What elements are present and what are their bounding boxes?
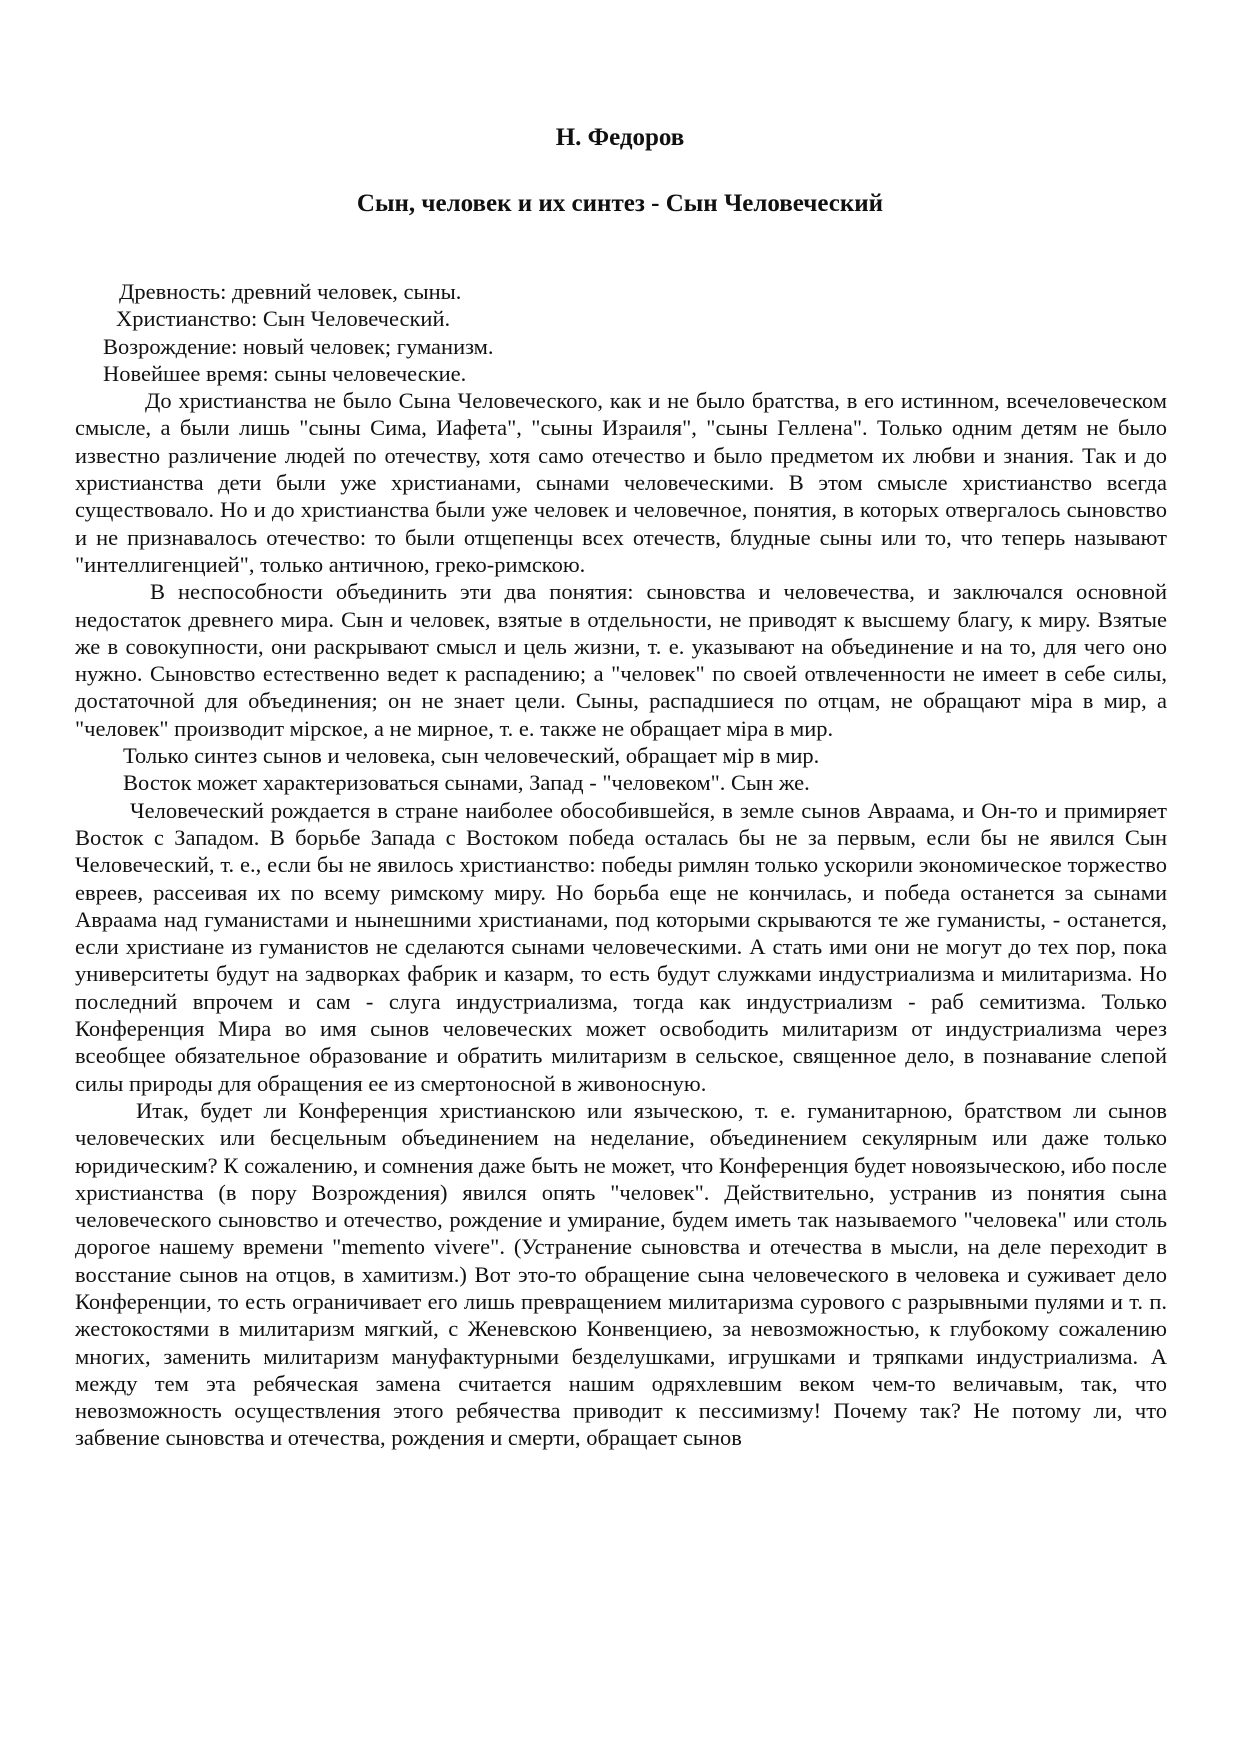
paragraph: До христианства не было Сына Человеческого, как и не было братства, в его истинном, всечеловеческом смысле, а были лишь "сыны Сима, Иафета", "сыны Израиля", "сыны Геллена". Только одним детям не было известно различение людей по отечеству, хотя само отечество и было предметом их любви и знания. Так и до христианства дети были уже христианами, сынами человеческими. В этом смысле христианство всегда существовало. Но и до христианства были уже человек и человечное, понятия, в которых отвергалось сыновство и не признавалось отечество: то были отщепенцы всех отечеств, блудные сыны или то, что теперь называют "интеллигенцией", только античною, греко-римскою. [75, 388, 1167, 577]
paragraph: Только синтез сынов и человека, сын человеческий, обращает мір в мир. [123, 743, 820, 769]
epoch-line: Христианство: Сын Человеческий. [116, 306, 451, 332]
document-title: Сын, человек и их синтез - Сын Человеческий [356, 190, 884, 217]
paragraph: В неспособности объединить эти два понятия: сыновства и человечества, и заключался основной недостаток древнего мира. Сын и человек, взятые в отдельности, не приводят к высшему благу, к миру. Взятые же в совокупности, они раскрывают смысл и цель жизни, т. е. указывают на объединение и на то, для чего оно нужно. Сыновство естественно ведет к распадению; а "человек" по своей отвлеченности не имеет в себе силы, достаточной для объединения; он не знает цели. Сыны, распадшиеся по отцам, не обращают міра в мир, а "человек" производит мірское, а не мирное, т. е. также не обращает міра в мир. [75, 579, 1167, 741]
paragraph: Итак, будет ли Конференция христианскою или языческою, т. е. гуманитарною, братством ли сынов человеческих или бесцельным объединением на неделание, объединением секулярным или даже только юридическим? К сожалению, и сомнения даже быть не может, что Конференция будет новоязыческою, ибо после христианства (в пору Возрождения) явился опять "человек". Действительно, устранив из понятия сына человеческого сыновство и отечество, рождение и умирание, будем иметь так называемого "человека" или столь дорогое нашему времени "memento vivere". (Устранение сыновства и отечества в мысли, на деле переходит в восстание сынов на отцов, в хамитизм.) Вот это-то обращение сына человеческого в человека и суживает дело Конференции, то есть ограничивает его лишь превращением милитаризма сурового с разрывными пулями и т. п. жестокостями в милитаризм мягкий, с Женевскою Конвенциею, за невозможностью, к глубокому сожалению многих, заменить милитаризм мануфактурными безделушками, игрушками и тряпками индустриализма. А между тем эта ребяческая замена считается нашим одряхлевшим веком чем-то величавым, так, что невозможность осуществления этого ребячества приводит к пессимизму! Почему так? Не потому ли, что забвение сыновства и отечества, рождения и смерти, обращает сынов [75, 1097, 1167, 1451]
epoch-line: Древность: древний человек, сыны. [119, 279, 462, 304]
paragraph: Человеческий рождается в стране наиболее обособившейся, в земле сынов Авраама, и Он-то и примиряет Восток с Западом. В борьбе Запада с Востоком победа осталась бы не за первым, если бы не явился Сын Человеческий, т. е., если бы не явилось христианство: победы римлян только ускорили экономическое торжество евреев, рассеивая их по всему римскому миру. Но борьба еще не кончилась, и победа останется за сынами Авраама над гуманистами и нынешними христианами, под которыми скрываются те же гуманисты, - останется, если христиане из гуманистов не сделаются сынами человеческими. А стать ими они не могут до тех пор, пока университеты будут на задворках фабрик и казарм, то есть будут служками индустриализма и милитаризма. Но последний впрочем и сам - слуга индустриализма, тогда как индустриализм - раб семитизма. Только Конференция Мира во имя сынов человеческих может освободить милитаризм от индустриализма через всеобщее обязательное образование и обратить милитаризм в сельское, священное дело, в познавание слепой силы природы для обращения ее из смертоносной в живоносную. [75, 797, 1167, 1096]
paragraph: Восток может характеризоваться сынами, Запад - "человеком". Сын же. [123, 770, 810, 796]
epoch-line: Новейшее время: сыны человеческие. [103, 360, 467, 386]
epoch-line: Возрождение: новый человек; гуманизм. [103, 333, 494, 359]
document-body [75, 278, 1167, 1452]
author-name: Н. Федоров [555, 124, 685, 151]
